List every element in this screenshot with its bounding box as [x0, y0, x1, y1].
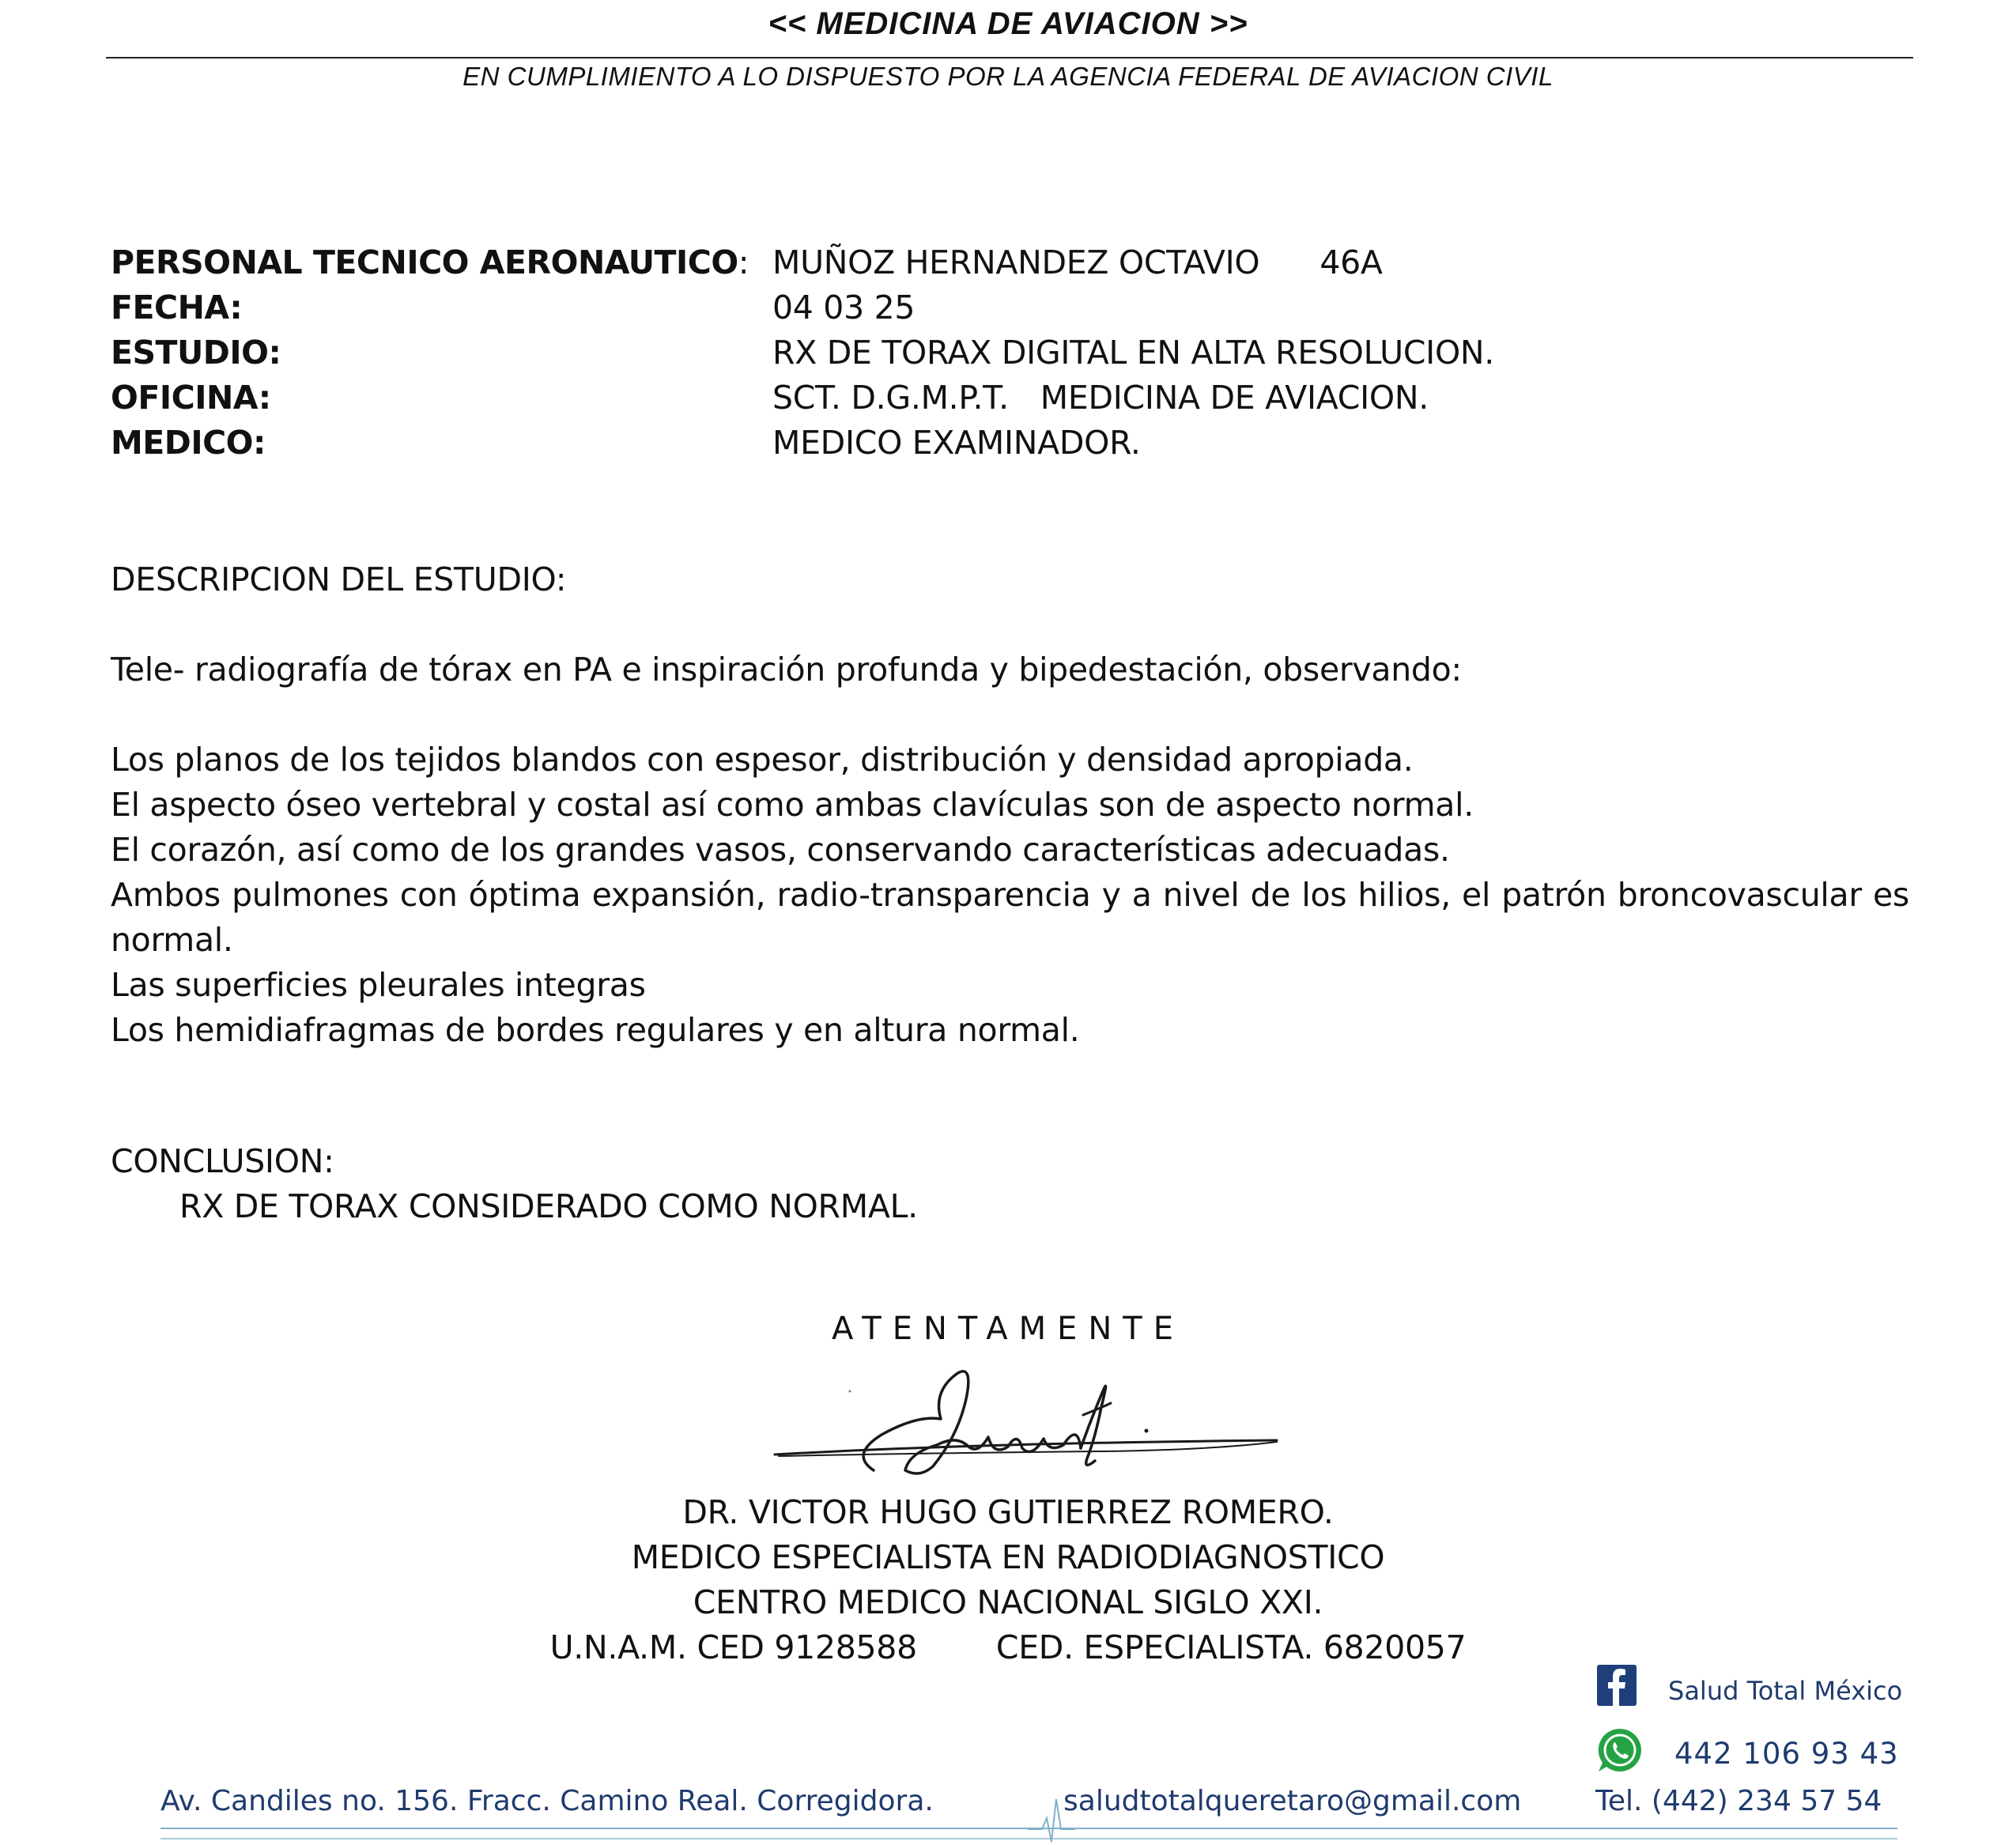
- findings-list: [111, 738, 1909, 1053]
- office-code: SCT. D.G.M.P.T.: [772, 379, 1009, 417]
- finding-item: El corazón, así como de los grandes vasos, conservando características adecuadas.: [111, 831, 1450, 869]
- closing-text: ATENTAMENTE: [832, 1311, 1184, 1347]
- handwritten-signature: [771, 1360, 1293, 1502]
- field-colon: :: [738, 243, 749, 281]
- field-label-fecha: FECHA:: [111, 289, 243, 326]
- ced-unam: U.N.A.M. CED 9128588: [549, 1628, 917, 1666]
- footer-phone: Tel. (442) 234 57 54: [1595, 1785, 1882, 1817]
- whatsapp-label: 442 106 93 43: [1674, 1737, 1899, 1771]
- finding-item: Ambos pulmones con óptima expansión, radio-transparencia y a nivel de los hilios, el patrón broncovascular es normal.: [111, 876, 1909, 959]
- field-label-personal-text: PERSONAL TECNICO AERONAUTICO: [111, 243, 738, 281]
- patient-code: 46A: [1319, 243, 1383, 281]
- finding-item: Los planos de los tejidos blandos con espesor, distribución y densidad apropiada.: [111, 741, 1414, 779]
- doctor-institution: CENTRO MEDICO NACIONAL SIGLO XXI.: [693, 1583, 1323, 1621]
- ced-especialista: CED. ESPECIALISTA. 6820057: [995, 1628, 1467, 1666]
- field-value-oficina: [772, 375, 1429, 421]
- facebook-label: Salud Total México: [1668, 1676, 1903, 1706]
- conclusion-text: RX DE TORAX CONSIDERADO COMO NORMAL.: [179, 1187, 918, 1225]
- field-label-oficina: OFICINA:: [111, 379, 271, 417]
- office-dept: MEDICINA DE AVIACION.: [1040, 379, 1429, 417]
- conclusion-heading: CONCLUSION:: [111, 1142, 334, 1180]
- doctor-name: DR. VICTOR HUGO GUTIERREZ ROMERO.: [682, 1493, 1334, 1531]
- doctor-credentials: [0, 1625, 2016, 1670]
- doctor-title: MEDICO ESPECIALISTA EN RADIODIAGNOSTICO: [631, 1538, 1385, 1576]
- finding-item: Las superficies pleurales integras: [111, 966, 646, 1004]
- facebook-icon: [1595, 1663, 1638, 1707]
- header-divider: [106, 57, 1913, 58]
- whatsapp-icon: [1595, 1726, 1644, 1775]
- document-subtitle: EN CUMPLIMIENTO A LO DISPUESTO POR LA AGENCIA FEDERAL DE AVIACION CIVIL: [462, 62, 1554, 91]
- field-label-personal: [111, 240, 749, 285]
- field-value-fecha: 04 03 25: [772, 289, 916, 326]
- finding-item: Los hemidiafragmas de bordes regulares y en altura normal.: [111, 1011, 1080, 1049]
- document-title: << MEDICINA DE AVIACION >>: [768, 6, 1248, 41]
- description-heading: DESCRIPCION DEL ESTUDIO:: [111, 560, 567, 598]
- field-value-personal: [772, 240, 1383, 285]
- field-value-estudio: RX DE TORAX DIGITAL EN ALTA RESOLUCION.: [772, 334, 1495, 372]
- field-label-medico: MEDICO:: [111, 424, 266, 462]
- field-label-estudio: ESTUDIO:: [111, 334, 281, 372]
- heartbeat-icon: [1028, 1794, 1075, 1845]
- footer-address: Av. Candiles no. 156. Fracc. Camino Real. Corregidora.: [160, 1785, 934, 1817]
- patient-name: MUÑOZ HERNANDEZ OCTAVIO: [772, 243, 1260, 281]
- field-value-medico: MEDICO EXAMINADOR.: [772, 424, 1141, 462]
- description-intro: Tele- radiografía de tórax en PA e inspiración profunda y bipedestación, observando:: [111, 651, 1462, 689]
- footer-email: saludtotalqueretaro@gmail.com: [1063, 1785, 1522, 1817]
- finding-item: El aspecto óseo vertebral y costal así como ambas clavículas son de aspecto normal.: [111, 786, 1474, 824]
- signature-block: [0, 1490, 2016, 1670]
